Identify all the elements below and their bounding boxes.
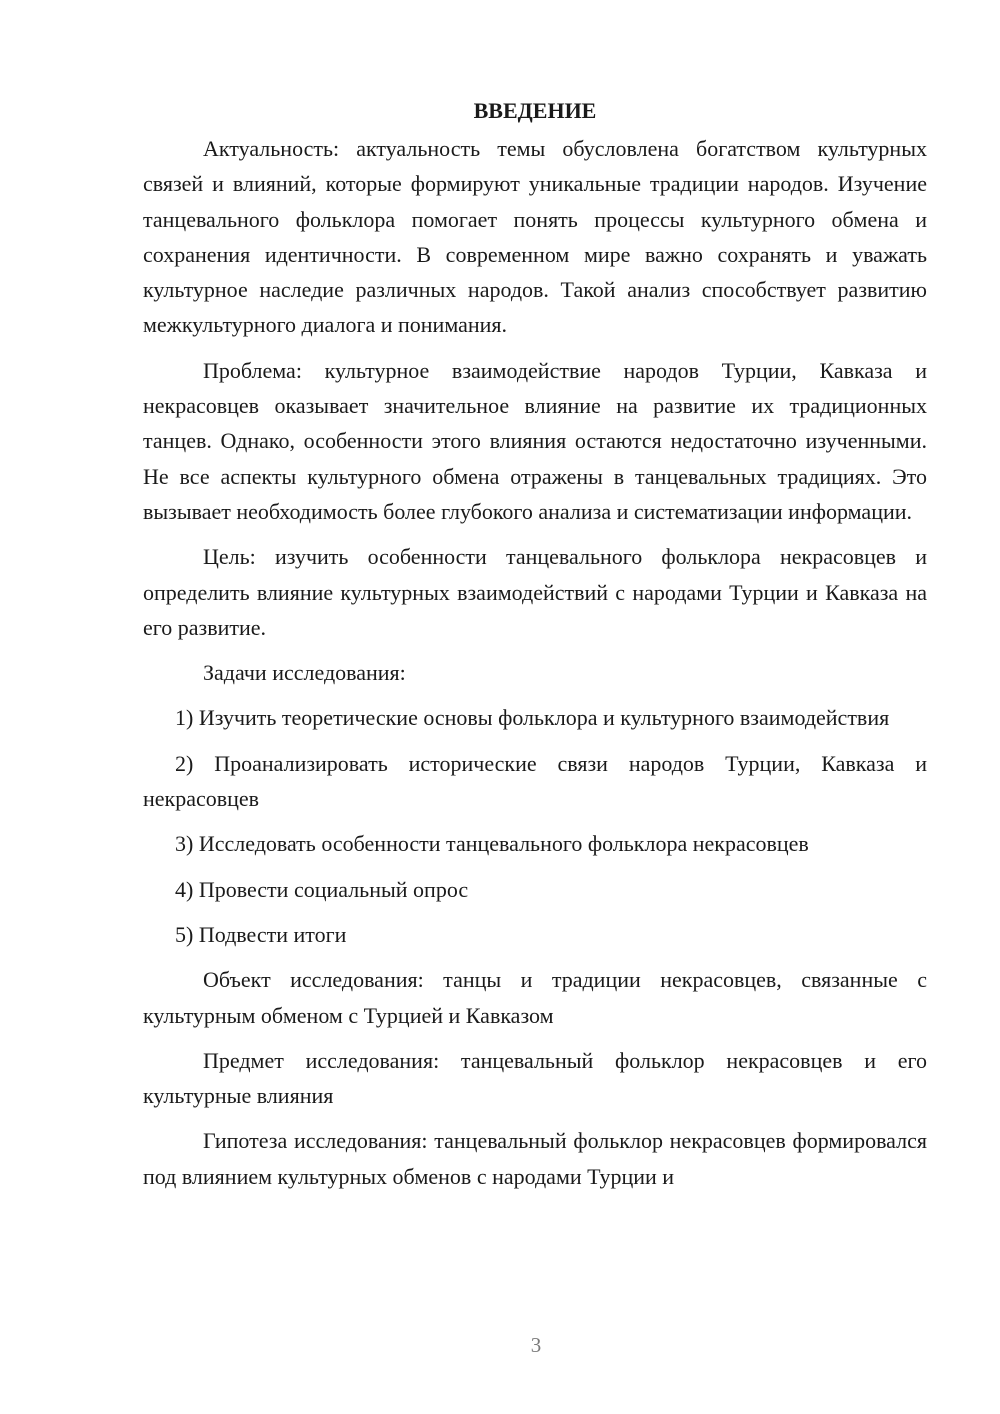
- hypothesis-paragraph: Гипотеза исследования: танцевальный фольклор некрасовцев формировался под влиянием культурных обменов с народами Турции и: [143, 1128, 927, 1189]
- task-item: 5) Подвести итоги: [175, 921, 347, 947]
- object-paragraph: Объект исследования: танцы и традиции некрасовцев, связанные с культурным обменом с Турцией и Кавказом: [143, 967, 927, 1028]
- task-item: 1) Изучить теоретические основы фольклора и культурного взаимодействия: [175, 705, 890, 731]
- task-item: 4) Провести социальный опрос: [175, 876, 469, 902]
- relevance-paragraph: Актуальность: актуальность темы обусловлена богатством культурных связей и влияний, которые формируют уникальные традиции народов. Изучение танцевального фольклора помогает понять процессы культурного обмена и сохранения идентичности. В современном мире важно сохранять и уважать культурное наследие различных народов. Такой анализ способствует развитию межкультурного диалога и понимания.: [143, 136, 927, 338]
- tasks-heading: Задачи исследования:: [203, 660, 406, 686]
- subject-paragraph: Предмет исследования: танцевальный фольклор некрасовцев и его культурные влияния: [143, 1047, 927, 1109]
- task-item: 2) Проанализировать исторические связи народов Турции, Кавказа и некрасовцев: [143, 750, 927, 812]
- goal-paragraph: Цель: изучить особенности танцевального фольклора некрасовцев и определить влияние культурных взаимодействий с народами Турции и Кавказа на его развитие.: [143, 544, 927, 640]
- section-title: ВВЕДЕНИЕ: [473, 98, 597, 123]
- task-item: 3) Исследовать особенности танцевального фольклора некрасовцев: [175, 831, 809, 857]
- page-number: 3: [530, 1333, 542, 1357]
- page-content: [143, 96, 927, 1194]
- problem-paragraph: Проблема: культурное взаимодействие народов Турции, Кавказа и некрасовцев оказывает значительное влияние на развитие их традиционных танцев. Однако, особенности этого влияния остаются недостаточно изученными. Не все аспекты культурного обмена отражены в танцевальных традициях. Это вызывает необходимость более глубокого анализа и систематизации информации.: [143, 357, 927, 524]
